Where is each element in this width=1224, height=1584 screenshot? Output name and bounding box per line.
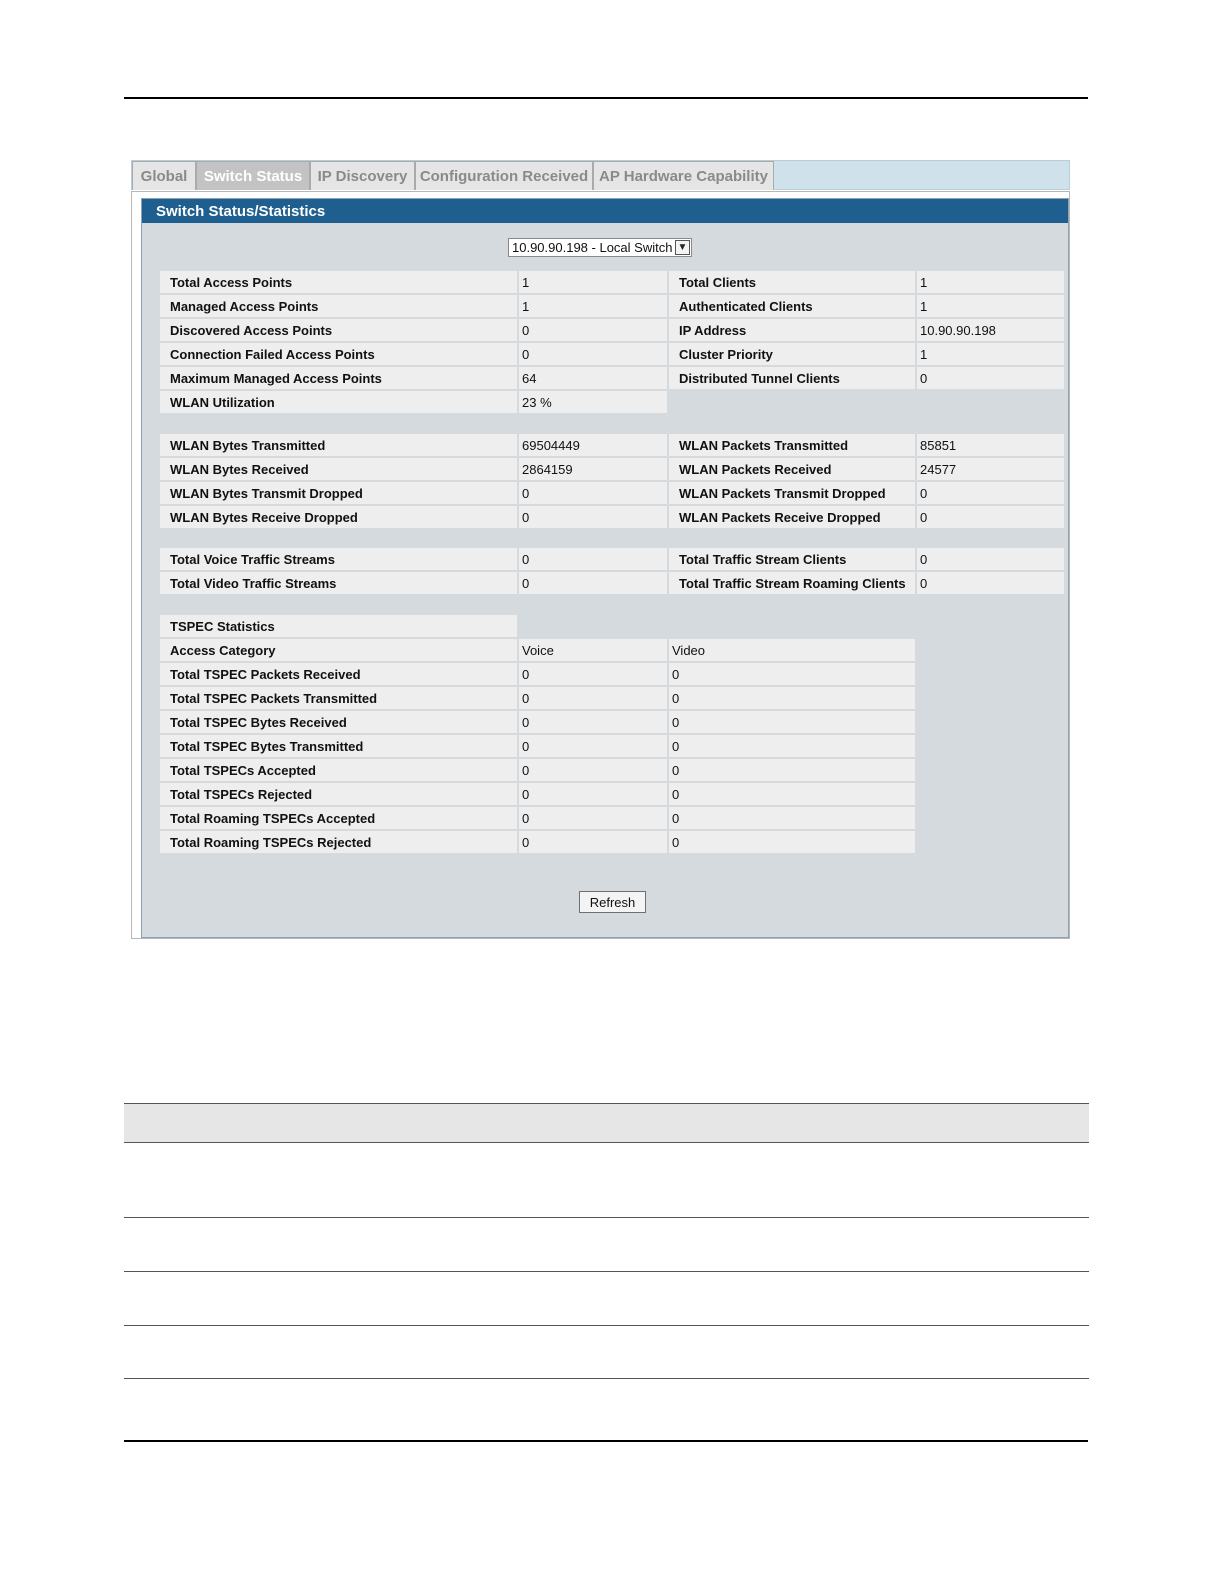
- authenticated-clients-value: 1: [917, 295, 1064, 317]
- doc-table-divider: [124, 1271, 1089, 1272]
- wlan-packets-received-label: WLAN Packets Received: [669, 458, 915, 480]
- page-bottom-rule: [124, 1440, 1088, 1442]
- wlan-packets-transmit-dropped-value: 0: [917, 482, 1064, 504]
- maximum-managed-access-points-value: 64: [519, 367, 667, 389]
- wlan-bytes-transmitted-value: 69504449: [519, 434, 667, 456]
- wlan-packets-transmit-dropped-label: WLAN Packets Transmit Dropped: [669, 482, 915, 504]
- access-category-label: Access Category: [160, 639, 517, 661]
- discovered-access-points-value: 0: [519, 319, 667, 341]
- total-video-traffic-streams-label: Total Video Traffic Streams: [160, 572, 517, 594]
- total-video-traffic-streams-value: 0: [519, 572, 667, 594]
- tspec-row-label: Total TSPECs Rejected: [160, 783, 517, 805]
- managed-access-points-value: 1: [519, 295, 667, 317]
- total-voice-traffic-streams-value: 0: [519, 548, 667, 570]
- tspec-row-label: Total Roaming TSPECs Accepted: [160, 807, 517, 829]
- total-traffic-stream-clients-label: Total Traffic Stream Clients: [669, 548, 915, 570]
- wlan-bytes-receive-dropped-value: 0: [519, 506, 667, 528]
- wlan-bytes-transmitted-label: WLAN Bytes Transmitted: [160, 434, 517, 456]
- wlan-packets-receive-dropped-label: WLAN Packets Receive Dropped: [669, 506, 915, 528]
- tspec-row-label: Total TSPEC Packets Transmitted: [160, 687, 517, 709]
- wlan-utilization-value: 23 %: [519, 391, 667, 413]
- tspec-row-video: 0: [669, 783, 915, 805]
- total-clients-label: Total Clients: [669, 271, 915, 293]
- total-traffic-stream-roaming-clients-label: Total Traffic Stream Roaming Clients: [669, 572, 915, 594]
- tspec-row-label: Total TSPEC Packets Received: [160, 663, 517, 685]
- tspec-row-label: Total TSPEC Bytes Received: [160, 711, 517, 733]
- tab-strip: [131, 160, 1070, 190]
- maximum-managed-access-points-label: Maximum Managed Access Points: [160, 367, 517, 389]
- access-category-video: Video: [669, 639, 915, 661]
- authenticated-clients-label: Authenticated Clients: [669, 295, 915, 317]
- total-traffic-stream-clients-value: 0: [917, 548, 1064, 570]
- connection-failed-access-points-label: Connection Failed Access Points: [160, 343, 517, 365]
- tab-ip-discovery[interactable]: IP Discovery: [310, 161, 415, 190]
- tab-switch-status[interactable]: Switch Status: [196, 161, 310, 190]
- tspec-statistics-title: TSPEC Statistics: [160, 615, 517, 637]
- tspec-row-label: Total TSPEC Bytes Transmitted: [160, 735, 517, 757]
- panel-body: [141, 198, 1069, 938]
- wlan-packets-transmitted-value: 85851: [917, 434, 1064, 456]
- tspec-row-label: Total Roaming TSPECs Rejected: [160, 831, 517, 853]
- tspec-row-video: 0: [669, 831, 915, 853]
- doc-table-divider: [124, 1378, 1089, 1379]
- total-clients-value: 1: [917, 271, 1064, 293]
- cluster-priority-label: Cluster Priority: [669, 343, 915, 365]
- refresh-button[interactable]: Refresh: [579, 891, 646, 913]
- wlan-bytes-received-label: WLAN Bytes Received: [160, 458, 517, 480]
- tspec-row-voice: 0: [519, 783, 667, 805]
- wlan-bytes-transmit-dropped-label: WLAN Bytes Transmit Dropped: [160, 482, 517, 504]
- total-voice-traffic-streams-label: Total Voice Traffic Streams: [160, 548, 517, 570]
- doc-table-divider: [124, 1217, 1089, 1218]
- wlan-bytes-receive-dropped-label: WLAN Bytes Receive Dropped: [160, 506, 517, 528]
- tspec-row-voice: 0: [519, 759, 667, 781]
- switch-select-value: 10.90.90.198 - Local Switch: [512, 240, 673, 255]
- wlan-packets-received-value: 24577: [917, 458, 1064, 480]
- total-traffic-stream-roaming-clients-value: 0: [917, 572, 1064, 594]
- tab-global[interactable]: Global: [132, 161, 196, 190]
- panel-title: Switch Status/Statistics: [142, 199, 1068, 223]
- tspec-row-voice: 0: [519, 735, 667, 757]
- tspec-row-voice: 0: [519, 831, 667, 853]
- doc-table-header: [124, 1103, 1089, 1143]
- tspec-row-video: 0: [669, 687, 915, 709]
- wlan-bytes-received-value: 2864159: [519, 458, 667, 480]
- tab-ap-hardware-capability[interactable]: AP Hardware Capability: [593, 161, 774, 190]
- page-top-rule: [124, 97, 1088, 99]
- switch-select[interactable]: [508, 238, 692, 257]
- tspec-row-voice: 0: [519, 663, 667, 685]
- connection-failed-access-points-value: 0: [519, 343, 667, 365]
- switch-status-panel: [131, 191, 1070, 939]
- tspec-row-video: 0: [669, 711, 915, 733]
- access-category-voice: Voice: [519, 639, 667, 661]
- distributed-tunnel-clients-label: Distributed Tunnel Clients: [669, 367, 915, 389]
- ip-address-value: 10.90.90.198: [917, 319, 1064, 341]
- tspec-row-label: Total TSPECs Accepted: [160, 759, 517, 781]
- wlan-packets-receive-dropped-value: 0: [917, 506, 1064, 528]
- discovered-access-points-label: Discovered Access Points: [160, 319, 517, 341]
- tspec-row-video: 0: [669, 663, 915, 685]
- managed-access-points-label: Managed Access Points: [160, 295, 517, 317]
- distributed-tunnel-clients-value: 0: [917, 367, 1064, 389]
- doc-table-divider: [124, 1325, 1089, 1326]
- total-access-points-label: Total Access Points: [160, 271, 517, 293]
- cluster-priority-value: 1: [917, 343, 1064, 365]
- ip-address-label: IP Address: [669, 319, 915, 341]
- tspec-row-voice: 0: [519, 807, 667, 829]
- wlan-utilization-label: WLAN Utilization: [160, 391, 517, 413]
- tspec-row-video: 0: [669, 735, 915, 757]
- tspec-row-video: 0: [669, 807, 915, 829]
- tspec-row-voice: 0: [519, 687, 667, 709]
- tspec-row-video: 0: [669, 759, 915, 781]
- wlan-bytes-transmit-dropped-value: 0: [519, 482, 667, 504]
- chevron-down-icon[interactable]: ▼: [675, 240, 690, 255]
- tspec-row-voice: 0: [519, 711, 667, 733]
- total-access-points-value: 1: [519, 271, 667, 293]
- wlan-packets-transmitted-label: WLAN Packets Transmitted: [669, 434, 915, 456]
- tab-configuration-received[interactable]: Configuration Received: [415, 161, 593, 190]
